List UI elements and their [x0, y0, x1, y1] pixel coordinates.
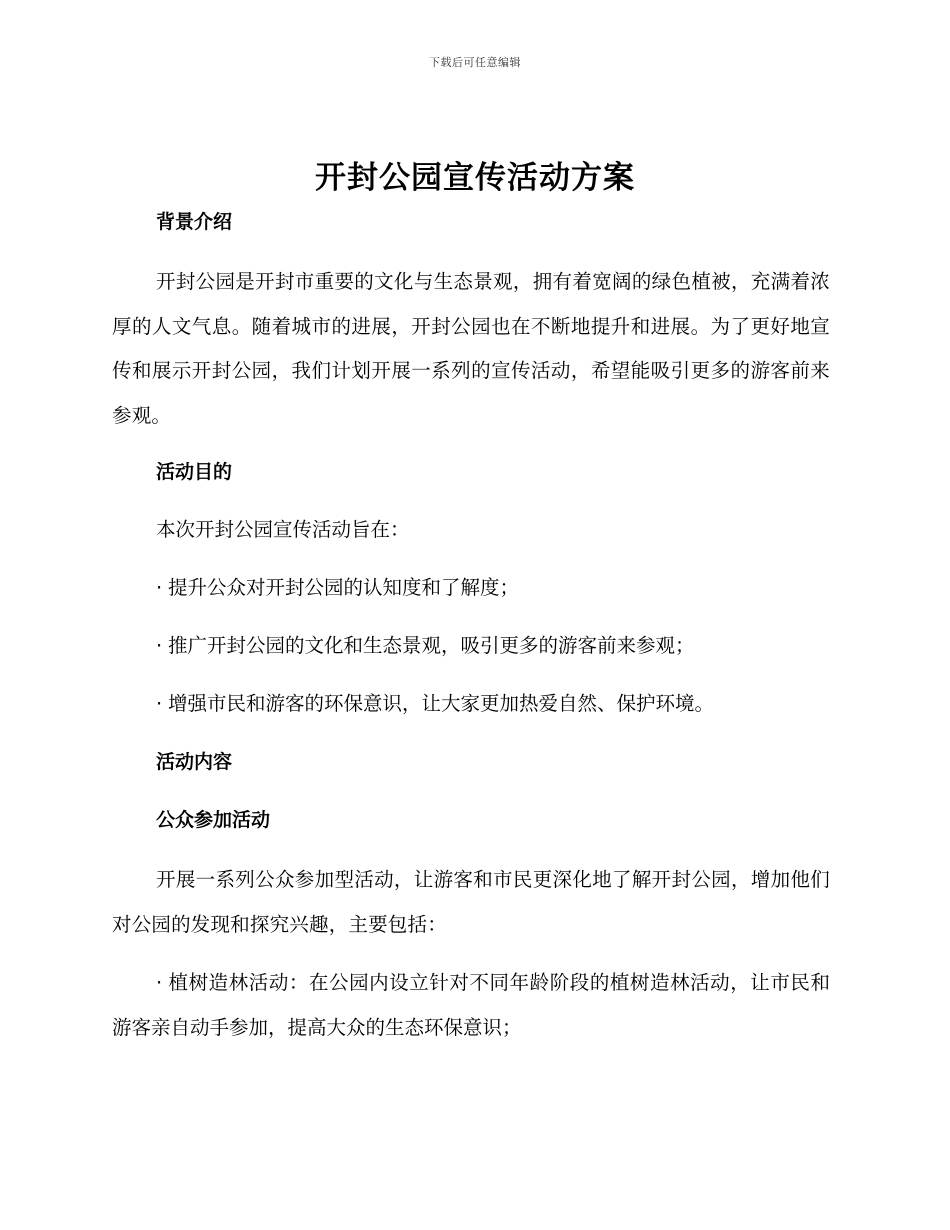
purpose-bullet-item: [156, 684, 830, 724]
document-body: [112, 202, 830, 1050]
document-title: 开封公园宣传活动方案: [315, 160, 635, 196]
section-heading-background: 背景介绍: [156, 211, 233, 233]
bullet-mark: ·: [156, 576, 163, 599]
purpose-bullet-text: 推广开封公园的文化和生态景观，吸引更多的游客前来参观；: [168, 634, 695, 657]
purpose-bullet-text: 提升公众对开封公园的认知度和了解度；: [168, 576, 520, 599]
public-participation-paragraph: 开展一系列公众参加型活动，让游客和市民更深化地了解开封公园，增加他们对公园的发现和探究兴趣，主要包括：: [112, 868, 830, 936]
section-heading-purpose: 活动目的: [156, 461, 233, 483]
header-note: 下载后可任意编辑: [429, 56, 521, 69]
section-heading-public-participation: 公众参加活动: [156, 809, 271, 831]
purpose-bullet-item: [156, 568, 830, 608]
section-heading-content: 活动内容: [156, 751, 233, 773]
background-paragraph: 开封公园是开封市重要的文化与生态景观，拥有着宽阔的绿色植被，充满着浓厚的人文气息。随着城市的进展，开封公园也在不断地提升和进展。为了更好地宣传和展示开封公园，我们计划开展一系列的宣传活动，希望能吸引更多的游客前来参观。: [112, 270, 830, 427]
purpose-bullet-item: [156, 626, 830, 666]
bullet-mark: ·: [156, 634, 163, 657]
public-participation-bullet-item: [112, 961, 830, 1050]
purpose-bullet-text: 增强市民和游客的环保意识，让大家更加热爱自然、保护环境。: [168, 692, 715, 715]
bullet-mark: ·: [156, 692, 163, 715]
public-participation-bullet-text: 植树造林活动：在公园内设立针对不同年龄阶段的植树造林活动，让市民和游客亲自动手参加，提高大众的生态环保意识；: [112, 971, 830, 1039]
purpose-intro: 本次开封公园宣传活动旨在：: [156, 518, 410, 541]
bullet-mark: ·: [156, 971, 163, 994]
